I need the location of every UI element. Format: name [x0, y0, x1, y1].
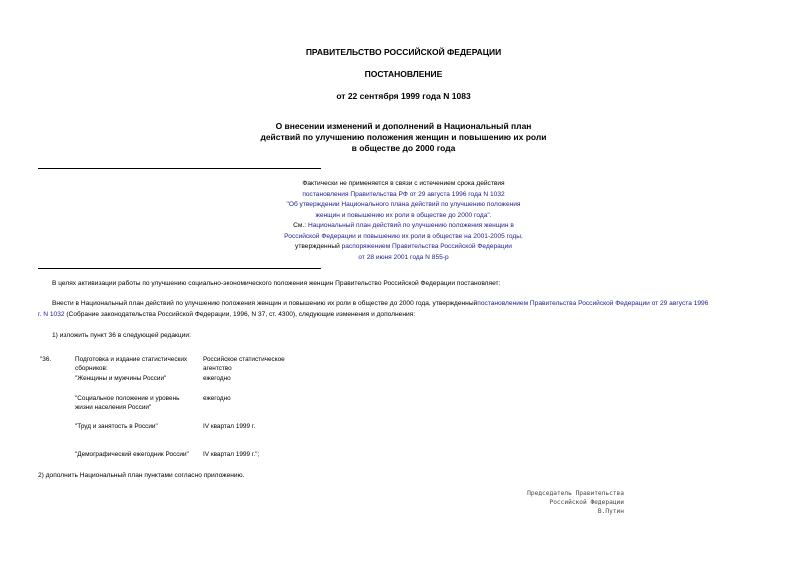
table-item: "Демографический ежегодник России" — [75, 451, 189, 458]
note-link-order-cont[interactable]: от 28 июня 2001 года N 855-р — [358, 253, 449, 261]
amendment-paragraph: Внести в Национальный план действий по улучшению положения женщин и повышению их роли в обществе до 2000 года, утвержденныйпостановлением Правительства Российской Федерации от 29 августа 1996 г. N 1032 (Собрание законодательства Российской Федерации, 1996, N 37, ст. 4300), следующие изменения и дополнения: — [38, 300, 709, 318]
table-frequency: ежегодно — [203, 375, 231, 382]
note-link-order[interactable]: распоряжением Правительства Российской Федерации — [341, 243, 512, 250]
table-item: Подготовка и издание статистических сборников: — [75, 356, 188, 372]
link-resolution-1032[interactable]: постановлением Правительства Российской Федерации от 29 августа 1996 — [477, 300, 709, 307]
note-link-resolution[interactable]: постановления Правительства РФ от 29 августа 1996 года N 1032 "Об утверждении Национального плана действий по улучшению положения женщин и повышению их роли в обществе до 2000 года". — [286, 190, 521, 219]
document-type: ПОСТАНОВЛЕНИЕ — [364, 69, 443, 79]
table-frequency: IV квартал 1999 г. — [203, 423, 256, 430]
table-item: "Социальное положение и уровень жизни населения России" — [75, 395, 180, 411]
title-line: О внесении изменений и дополнений в Национальный план — [275, 121, 532, 131]
signature-name: В.Путин — [597, 508, 624, 515]
note-prefix: См.: — [293, 222, 308, 229]
document-title — [0, 121, 807, 154]
table-agency: Российское статистическое агентство — [203, 356, 285, 372]
signature-position: Председатель Правительства — [527, 490, 624, 497]
editorial-note — [0, 179, 807, 263]
preamble-paragraph: В целях активизации работы по улучшению социально-экономического положения женщин Правительство Российской Федерации постановляет: — [52, 280, 501, 287]
table-frequency: IV квартал 1999 г."; — [203, 451, 260, 458]
signature-block — [527, 489, 624, 516]
note-link-plan-cont[interactable]: Российской Федерации и повышению их роли в обществе на 2001-2005 годы, — [284, 232, 523, 240]
item-number: "36. — [40, 356, 52, 363]
link-resolution-1032-cont[interactable]: г. N 1032 — [38, 310, 65, 318]
note-line: Фактически не применяется в связи с истечением срока действия — [302, 180, 505, 187]
point-1-paragraph: 1) изложить пункт 36 в следующей редакции: — [52, 332, 191, 339]
title-line: в обществе до 2000 года — [351, 143, 456, 153]
note-prefix: утвержденный — [295, 243, 342, 250]
point-2-paragraph: 2) дополнить Национальный план пунктами согласно приложению. — [38, 472, 245, 479]
table-item: "Труд и занятость в России" — [75, 423, 158, 430]
divider-bottom — [38, 268, 321, 269]
signature-country: Российской Федерации — [549, 499, 624, 506]
divider-top — [38, 168, 321, 169]
government-name: ПРАВИТЕЛЬСТВО РОССИЙСКОЙ ФЕДЕРАЦИИ — [305, 47, 502, 57]
table-frequency: ежегодно — [203, 395, 231, 402]
note-link-plan[interactable]: Национальный план действий по улучшению положения женщин в — [307, 222, 514, 229]
table-item: "Женщины и мужчины России" — [75, 375, 167, 382]
document-date-number: от 22 сентября 1999 года N 1083 — [336, 91, 471, 101]
title-line: действий по улучшению положения женщин и повышению их роли — [260, 132, 547, 142]
